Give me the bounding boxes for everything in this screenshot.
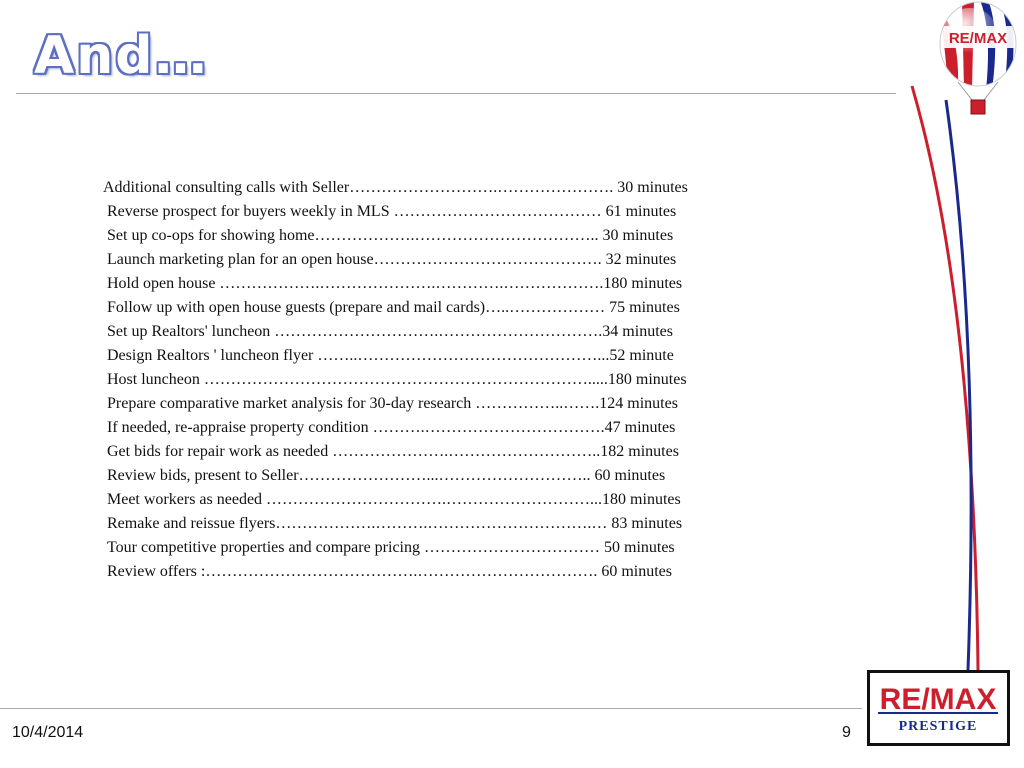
balloon-logo-text: RE/MAX (948, 30, 1008, 47)
footer-date: 10/4/2014 (12, 724, 84, 741)
task-line: Reverse prospect for buyers weekly in MLS ………………………………… 61 minutes (107, 203, 677, 220)
slide-title: And… (34, 26, 209, 86)
balloon-icon (900, 0, 1024, 700)
task-line: Remake and reissue flyers……………….……….………………………….… 83 minutes (107, 515, 683, 532)
task-line: Design Realtors ' luncheon flyer ……..………………………………………...52 minute (107, 347, 674, 364)
task-line: Host luncheon ……………………………………………………………….....180 minutes (107, 371, 687, 388)
task-line: Prepare comparative market analysis for 30-day research ……………..…….124 minutes (107, 395, 678, 412)
task-line: Hold open house ……………….………………….………….……………….180 minutes (107, 275, 683, 292)
task-line: Review offers :………………………………….……………………………. 60 minutes (107, 563, 673, 580)
title-divider (16, 93, 896, 94)
box-logo-text: RE/MAX (879, 683, 997, 716)
task-line: Set up Realtors' luncheon ………………………….………………………….34 minutes (107, 323, 673, 340)
task-line: Additional consulting calls with Seller……………………….…………………. 30 minutes (103, 179, 688, 196)
footer-divider (0, 708, 862, 709)
task-line: Get bids for repair work as needed ………………….………………………..182 minutes (107, 443, 679, 460)
box-logo-subtitle: PRESTIGE (898, 719, 978, 734)
remax-prestige-logo (867, 670, 1010, 746)
task-line: Set up co-ops for showing home……………….…………………………….. 30 minutes (107, 227, 674, 244)
page-number: 9 (842, 724, 851, 741)
task-line: Follow up with open house guests (prepare and mail cards)…..……………… 75 minutes (107, 299, 680, 316)
balloon-logo (900, 0, 1024, 700)
remax-logo-icon (870, 673, 1007, 743)
task-list (96, 176, 836, 584)
task-line: If needed, re-appraise property condition ……….…………………………….47 minutes (107, 419, 676, 436)
task-line: Launch marketing plan for an open house……………………………………. 32 minutes (107, 251, 677, 268)
task-line: Review bids, present to Seller……………………...……………………….. 60 minutes (107, 467, 666, 484)
task-line: Meet workers as needed …………………………….………………………...180 minutes (107, 491, 681, 508)
task-line: Tour competitive properties and compare pricing …………………………… 50 minutes (107, 539, 675, 556)
